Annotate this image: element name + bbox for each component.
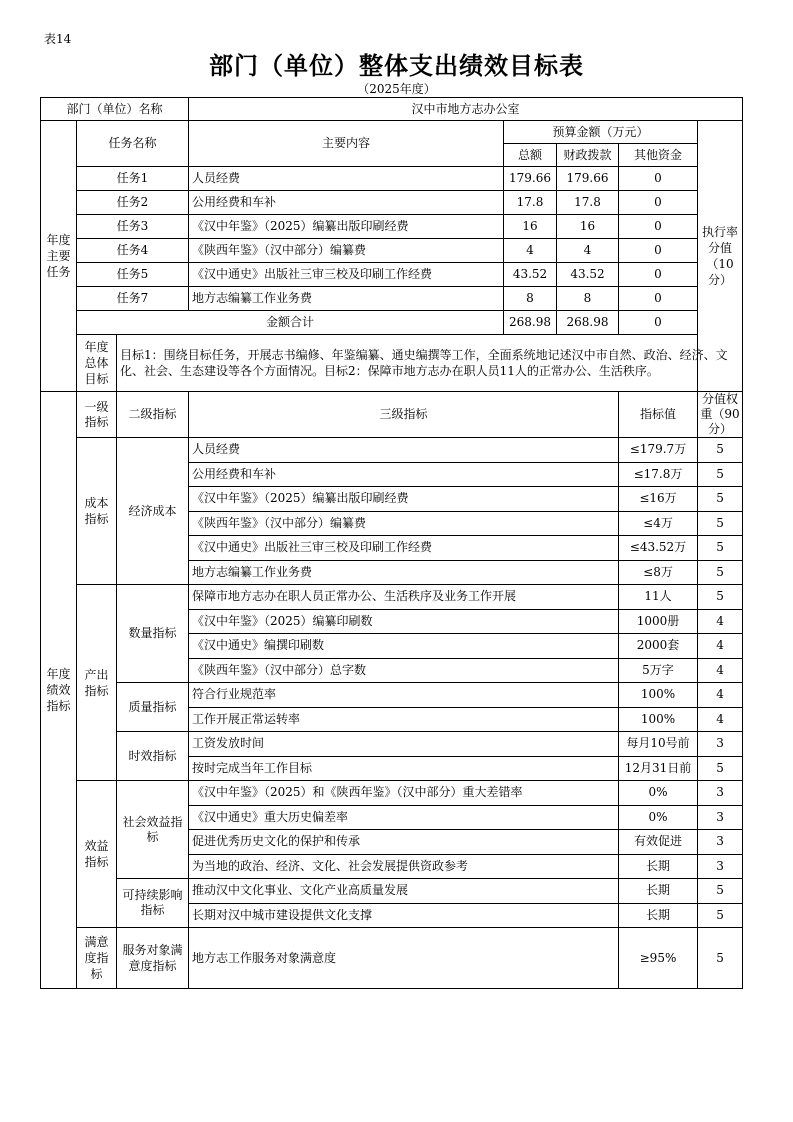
indicator-weight: 5 (698, 879, 743, 904)
indicator-name: 《汉中年鉴》（2025）编纂印刷数 (189, 609, 619, 634)
col-level1: 一级指标 (77, 392, 117, 438)
indicator-value: ≤43.52万 (619, 536, 698, 561)
task-other: 0 (619, 287, 698, 311)
indicator-value: ≤8万 (619, 560, 698, 585)
level2-quality: 质量指标 (117, 683, 189, 732)
indicator-value: ≤16万 (619, 487, 698, 512)
level1-satisfaction: 满意度指标 (77, 928, 117, 989)
sum-fiscal: 268.98 (557, 311, 619, 335)
indicator-value: 每月10号前 (619, 732, 698, 757)
sum-other: 0 (619, 311, 698, 335)
level2-timeliness: 时效指标 (117, 732, 189, 781)
indicator-value: 100% (619, 683, 698, 708)
indicator-weight: 5 (698, 487, 743, 512)
indicator-value: 11人 (619, 585, 698, 610)
indicator-value: 0% (619, 781, 698, 806)
indicator-value: 长期 (619, 854, 698, 879)
level1-cost: 成本指标 (77, 438, 117, 585)
indicator-name: 保障市地方志办在职人员正常办公、生活秩序及业务工作开展 (189, 585, 619, 610)
col-weight: 分值权重（90分） (698, 392, 743, 438)
table-number: 表14 (44, 32, 72, 46)
task-total: 17.8 (504, 191, 557, 215)
dept-name-value: 汉中市地方志办公室 (189, 98, 743, 121)
level2-social: 社会效益指标 (117, 781, 189, 879)
indicator-weight: 5 (698, 438, 743, 463)
indicator-value: ≥95% (619, 928, 698, 989)
task-name: 任务7 (77, 287, 189, 311)
indicator-name: 按时完成当年工作目标 (189, 756, 619, 781)
indicator-name: 《陕西年鉴》（汉中部分）总字数 (189, 658, 619, 683)
indicator-name: 长期对汉中城市建设提供文化支撑 (189, 903, 619, 928)
level1-benefit: 效益指标 (77, 781, 117, 928)
indicator-weight: 5 (698, 756, 743, 781)
task-total: 8 (504, 287, 557, 311)
col-level3: 三级指标 (189, 392, 619, 438)
sum-label: 金额合计 (77, 311, 504, 335)
indicator-name: 地方志编纂工作业务费 (189, 560, 619, 585)
task-other: 0 (619, 239, 698, 263)
indicator-value: 5万字 (619, 658, 698, 683)
indicator-name: 《汉中通史》出版社三审三校及印刷工作经费 (189, 536, 619, 561)
indicator-name: 工作开展正常运转率 (189, 707, 619, 732)
task-fiscal: 8 (557, 287, 619, 311)
indicator-name: 工资发放时间 (189, 732, 619, 757)
indicator-value: 12月31日前 (619, 756, 698, 781)
page-title: 部门（单位）整体支出绩效目标表 (209, 52, 584, 80)
task-content: 人员经费 (189, 167, 504, 191)
task-content: 地方志编纂工作业务费 (189, 287, 504, 311)
level2-quantity: 数量指标 (117, 585, 189, 683)
task-fiscal: 16 (557, 215, 619, 239)
task-fiscal: 17.8 (557, 191, 619, 215)
indicator-value: ≤179.7万 (619, 438, 698, 463)
task-content: 《汉中年鉴》（2025）编纂出版印刷经费 (189, 215, 504, 239)
indicator-value: 0% (619, 805, 698, 830)
indicator-name: 《汉中年鉴》（2025）编纂出版印刷经费 (189, 487, 619, 512)
indicator-weight: 4 (698, 707, 743, 732)
task-name: 任务2 (77, 191, 189, 215)
task-name: 任务4 (77, 239, 189, 263)
indicator-value: 1000册 (619, 609, 698, 634)
indicator-name: 人员经费 (189, 438, 619, 463)
indicator-name: 为当地的政治、经济、文化、社会发展提供资政参考 (189, 854, 619, 879)
indicator-weight: 5 (698, 928, 743, 989)
indicator-name: 地方志工作服务对象满意度 (189, 928, 619, 989)
task-content: 《陕西年鉴》（汉中部分）编纂费 (189, 239, 504, 263)
exec-score-label: 执行率分值（10分） (698, 121, 743, 392)
tasks-side-label: 年度主要任务 (41, 121, 77, 392)
task-name: 任务5 (77, 263, 189, 287)
indicator-weight: 4 (698, 609, 743, 634)
indicator-value: 长期 (619, 879, 698, 904)
indicator-name: 促进优秀历史文化的保护和传承 (189, 830, 619, 855)
task-other: 0 (619, 215, 698, 239)
col-fiscal: 财政拨款 (557, 144, 619, 167)
task-total: 4 (504, 239, 557, 263)
indicator-weight: 4 (698, 634, 743, 659)
task-other: 0 (619, 263, 698, 287)
indicator-name: 《陕西年鉴》（汉中部分）编纂费 (189, 511, 619, 536)
col-other: 其他资金 (619, 144, 698, 167)
indicator-weight: 4 (698, 658, 743, 683)
indicator-weight: 5 (698, 585, 743, 610)
indicator-value: ≤17.8万 (619, 462, 698, 487)
col-main-content: 主要内容 (189, 121, 504, 167)
task-other: 0 (619, 167, 698, 191)
sum-total: 268.98 (504, 311, 557, 335)
task-content: 《汉中通史》出版社三审三校及印刷工作经费 (189, 263, 504, 287)
indicator-weight: 3 (698, 830, 743, 855)
level2-economic-cost: 经济成本 (117, 438, 189, 585)
task-content: 公用经费和车补 (189, 191, 504, 215)
indicator-value: 100% (619, 707, 698, 732)
indicator-name: 符合行业规范率 (189, 683, 619, 708)
task-fiscal: 43.52 (557, 263, 619, 287)
col-task-name: 任务名称 (77, 121, 189, 167)
indicator-name: 《汉中通史》重大历史偏差率 (189, 805, 619, 830)
task-other: 0 (619, 191, 698, 215)
goals-text: 目标1：围绕目标任务，开展志书编修、年鉴编纂、通史编撰等工作，全面系统地记述汉中市自然、政治、经济、文化、社会、生态建设等各个方面情况。目标2：保障市地方志办在职人员11人的正常办公、生活秩序。 (117, 335, 743, 392)
dept-name-label: 部门（单位）名称 (41, 98, 189, 121)
indicator-value: 有效促进 (619, 830, 698, 855)
level2-sustainable: 可持续影响指标 (117, 879, 189, 928)
indicator-weight: 5 (698, 462, 743, 487)
indicator-name: 《汉中年鉴》（2025）和《陕西年鉴》（汉中部分）重大差错率 (189, 781, 619, 806)
performance-table (40, 97, 743, 989)
task-total: 16 (504, 215, 557, 239)
task-total: 179.66 (504, 167, 557, 191)
indicator-value: 长期 (619, 903, 698, 928)
indicator-weight: 4 (698, 683, 743, 708)
year-subtitle: （2025年度） (357, 82, 436, 96)
task-name: 任务1 (77, 167, 189, 191)
indicator-value: 2000套 (619, 634, 698, 659)
col-target-value: 指标值 (619, 392, 698, 438)
indicator-name: 《汉中通史》编撰印刷数 (189, 634, 619, 659)
indicator-weight: 5 (698, 903, 743, 928)
indicator-weight: 5 (698, 511, 743, 536)
task-name: 任务3 (77, 215, 189, 239)
indicator-weight: 3 (698, 781, 743, 806)
indicator-name: 公用经费和车补 (189, 462, 619, 487)
indicator-weight: 5 (698, 536, 743, 561)
col-total: 总额 (504, 144, 557, 167)
indicator-weight: 3 (698, 732, 743, 757)
indicator-weight: 3 (698, 805, 743, 830)
col-budget: 预算金额（万元） (504, 121, 698, 144)
goals-label: 年度总体目标 (77, 335, 117, 392)
indicator-name: 推动汉中文化事业、文化产业高质量发展 (189, 879, 619, 904)
perf-side-label: 年度绩效指标 (41, 392, 77, 989)
task-fiscal: 179.66 (557, 167, 619, 191)
task-total: 43.52 (504, 263, 557, 287)
col-level2: 二级指标 (117, 392, 189, 438)
level2-satisfaction: 服务对象满意度指标 (117, 928, 189, 989)
task-fiscal: 4 (557, 239, 619, 263)
indicator-value: ≤4万 (619, 511, 698, 536)
level1-output: 产出指标 (77, 585, 117, 781)
indicator-weight: 3 (698, 854, 743, 879)
indicator-weight: 5 (698, 560, 743, 585)
